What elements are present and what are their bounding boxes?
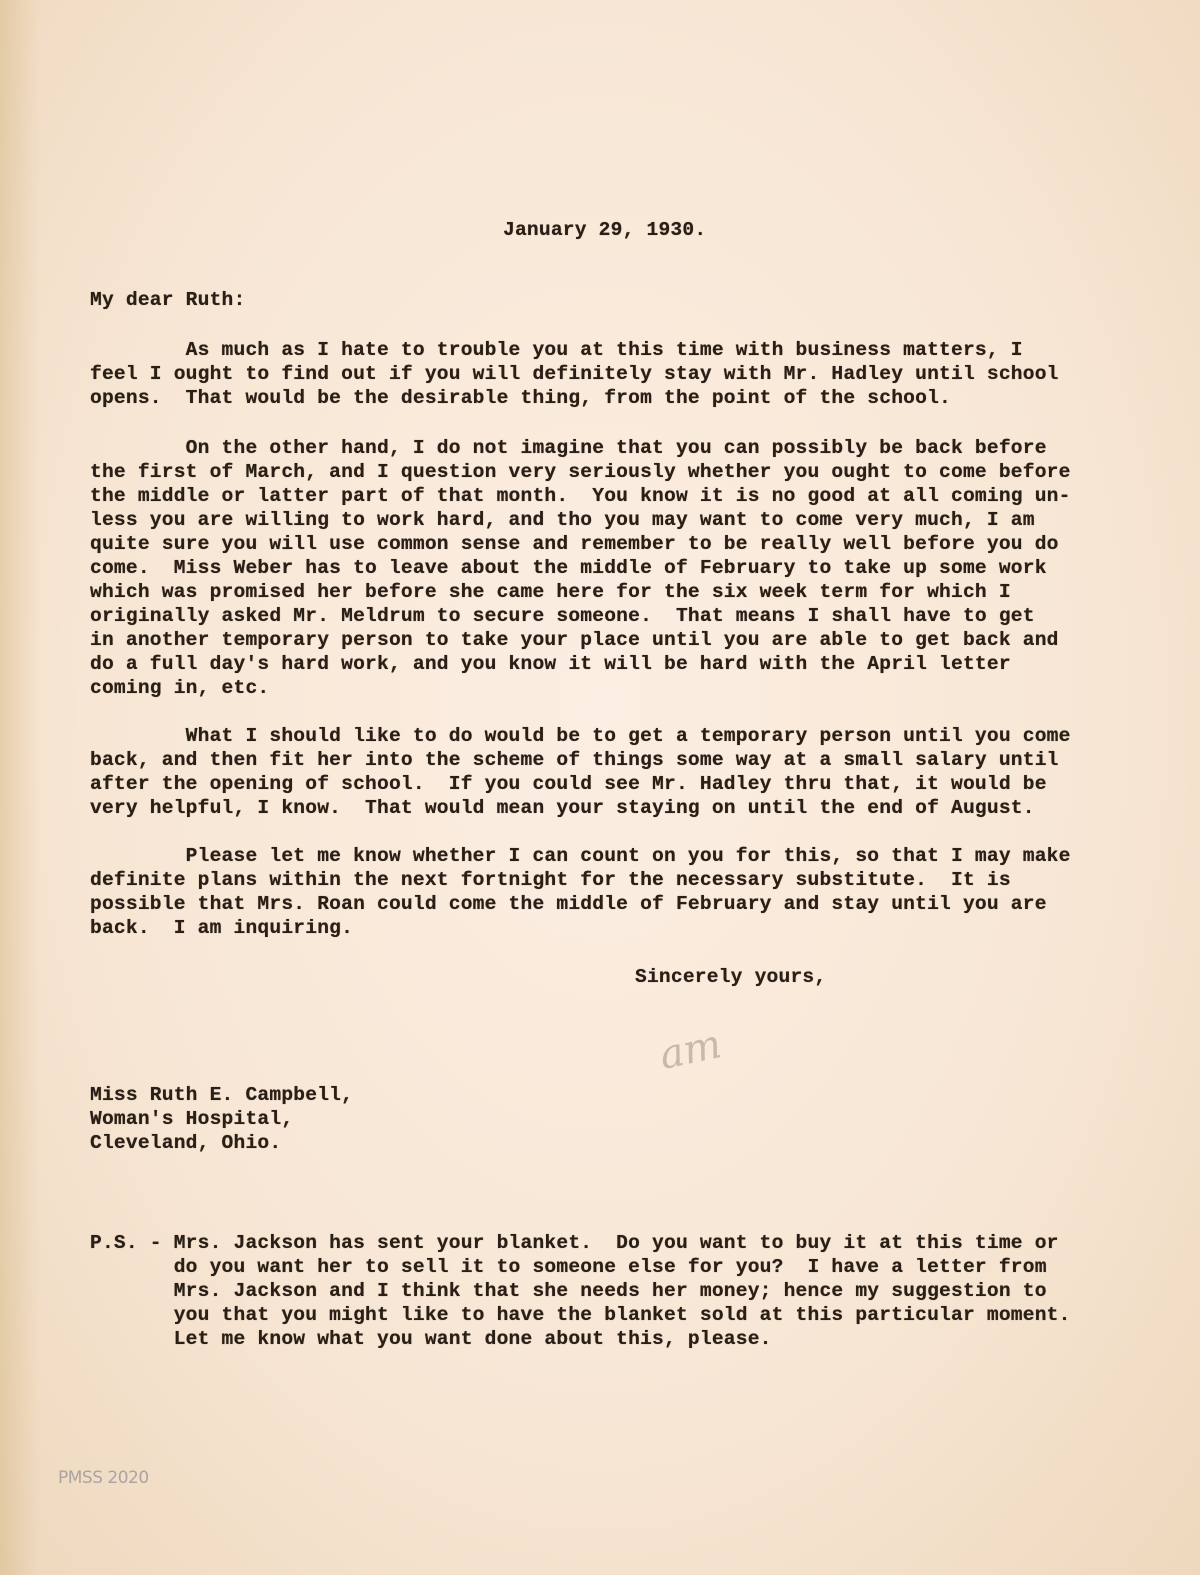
address-line: Woman's Hospital, <box>90 1108 294 1130</box>
line: very helpful, I know. That would mean your staying on until the end of August. <box>90 797 1035 819</box>
line: in another temporary person to take your place until you are able to get back and <box>90 629 1059 651</box>
line: Please let me know whether I can count on you for this, so that I may make <box>90 845 1071 867</box>
line: do a full day's hard work, and you know it will be hard with the April letter <box>90 653 1011 675</box>
archive-watermark: PMSS 2020 <box>58 1468 149 1488</box>
line: the first of March, and I question very seriously whether you ought to come before <box>90 461 1071 483</box>
line: the middle or latter part of that month. You know it is no good at all coming un- <box>90 485 1071 507</box>
line: less you are willing to work hard, and tho you may want to come very much, I am <box>90 509 1035 531</box>
line: which was promised her before she came here for the six week term for which I <box>90 581 1011 603</box>
salutation: My dear Ruth: <box>90 289 246 311</box>
line: back. I am inquiring. <box>90 917 354 939</box>
line: definite plans within the next fortnight for the necessary substitute. It is <box>90 869 1011 891</box>
line: P.S. - Mrs. Jackson has sent your blanket. Do you want to buy it at this time or <box>90 1232 1059 1254</box>
postscript <box>90 1231 1071 1351</box>
paragraph-2 <box>90 436 1071 700</box>
recipient-address <box>90 1083 353 1155</box>
line: quite sure you will use common sense and remember to be really well before you do <box>90 533 1059 555</box>
line: feel I ought to find out if you will definitely stay with Mr. Hadley until school <box>90 363 1059 385</box>
handwritten-initials: am <box>655 1021 726 1079</box>
address-line: Cleveland, Ohio. <box>90 1132 282 1154</box>
line: opens. That would be the desirable thing, from the point of the school. <box>90 387 951 409</box>
line: What I should like to do would be to get a temporary person until you come <box>90 725 1071 747</box>
line: coming in, etc. <box>90 677 270 699</box>
paragraph-1 <box>90 338 1059 410</box>
line: do you want her to sell it to someone else for you? I have a letter from <box>90 1256 1047 1278</box>
line: Mrs. Jackson and I think that she needs her money; hence my suggestion to <box>90 1280 1047 1302</box>
closing: Sincerely yours, <box>635 966 827 988</box>
line: possible that Mrs. Roan could come the middle of February and stay until you are <box>90 893 1047 915</box>
line: you that you might like to have the blanket sold at this particular moment. <box>90 1304 1071 1326</box>
line: As much as I hate to trouble you at this time with business matters, I <box>90 339 1023 361</box>
paper-edge-stain <box>0 0 40 1575</box>
line: come. Miss Weber has to leave about the middle of February to take up some work <box>90 557 1047 579</box>
letter-date: January 29, 1930. <box>503 219 707 241</box>
line: Let me know what you want done about this, please. <box>90 1328 772 1350</box>
line: originally asked Mr. Meldrum to secure someone. That means I shall have to get <box>90 605 1035 627</box>
address-line: Miss Ruth E. Campbell, <box>90 1084 354 1106</box>
paragraph-3 <box>90 724 1071 820</box>
line: On the other hand, I do not imagine that you can possibly be back before <box>90 437 1047 459</box>
line: after the opening of school. If you could see Mr. Hadley thru that, it would be <box>90 773 1047 795</box>
paragraph-4 <box>90 844 1071 940</box>
line: back, and then fit her into the scheme of things some way at a small salary until <box>90 749 1059 771</box>
